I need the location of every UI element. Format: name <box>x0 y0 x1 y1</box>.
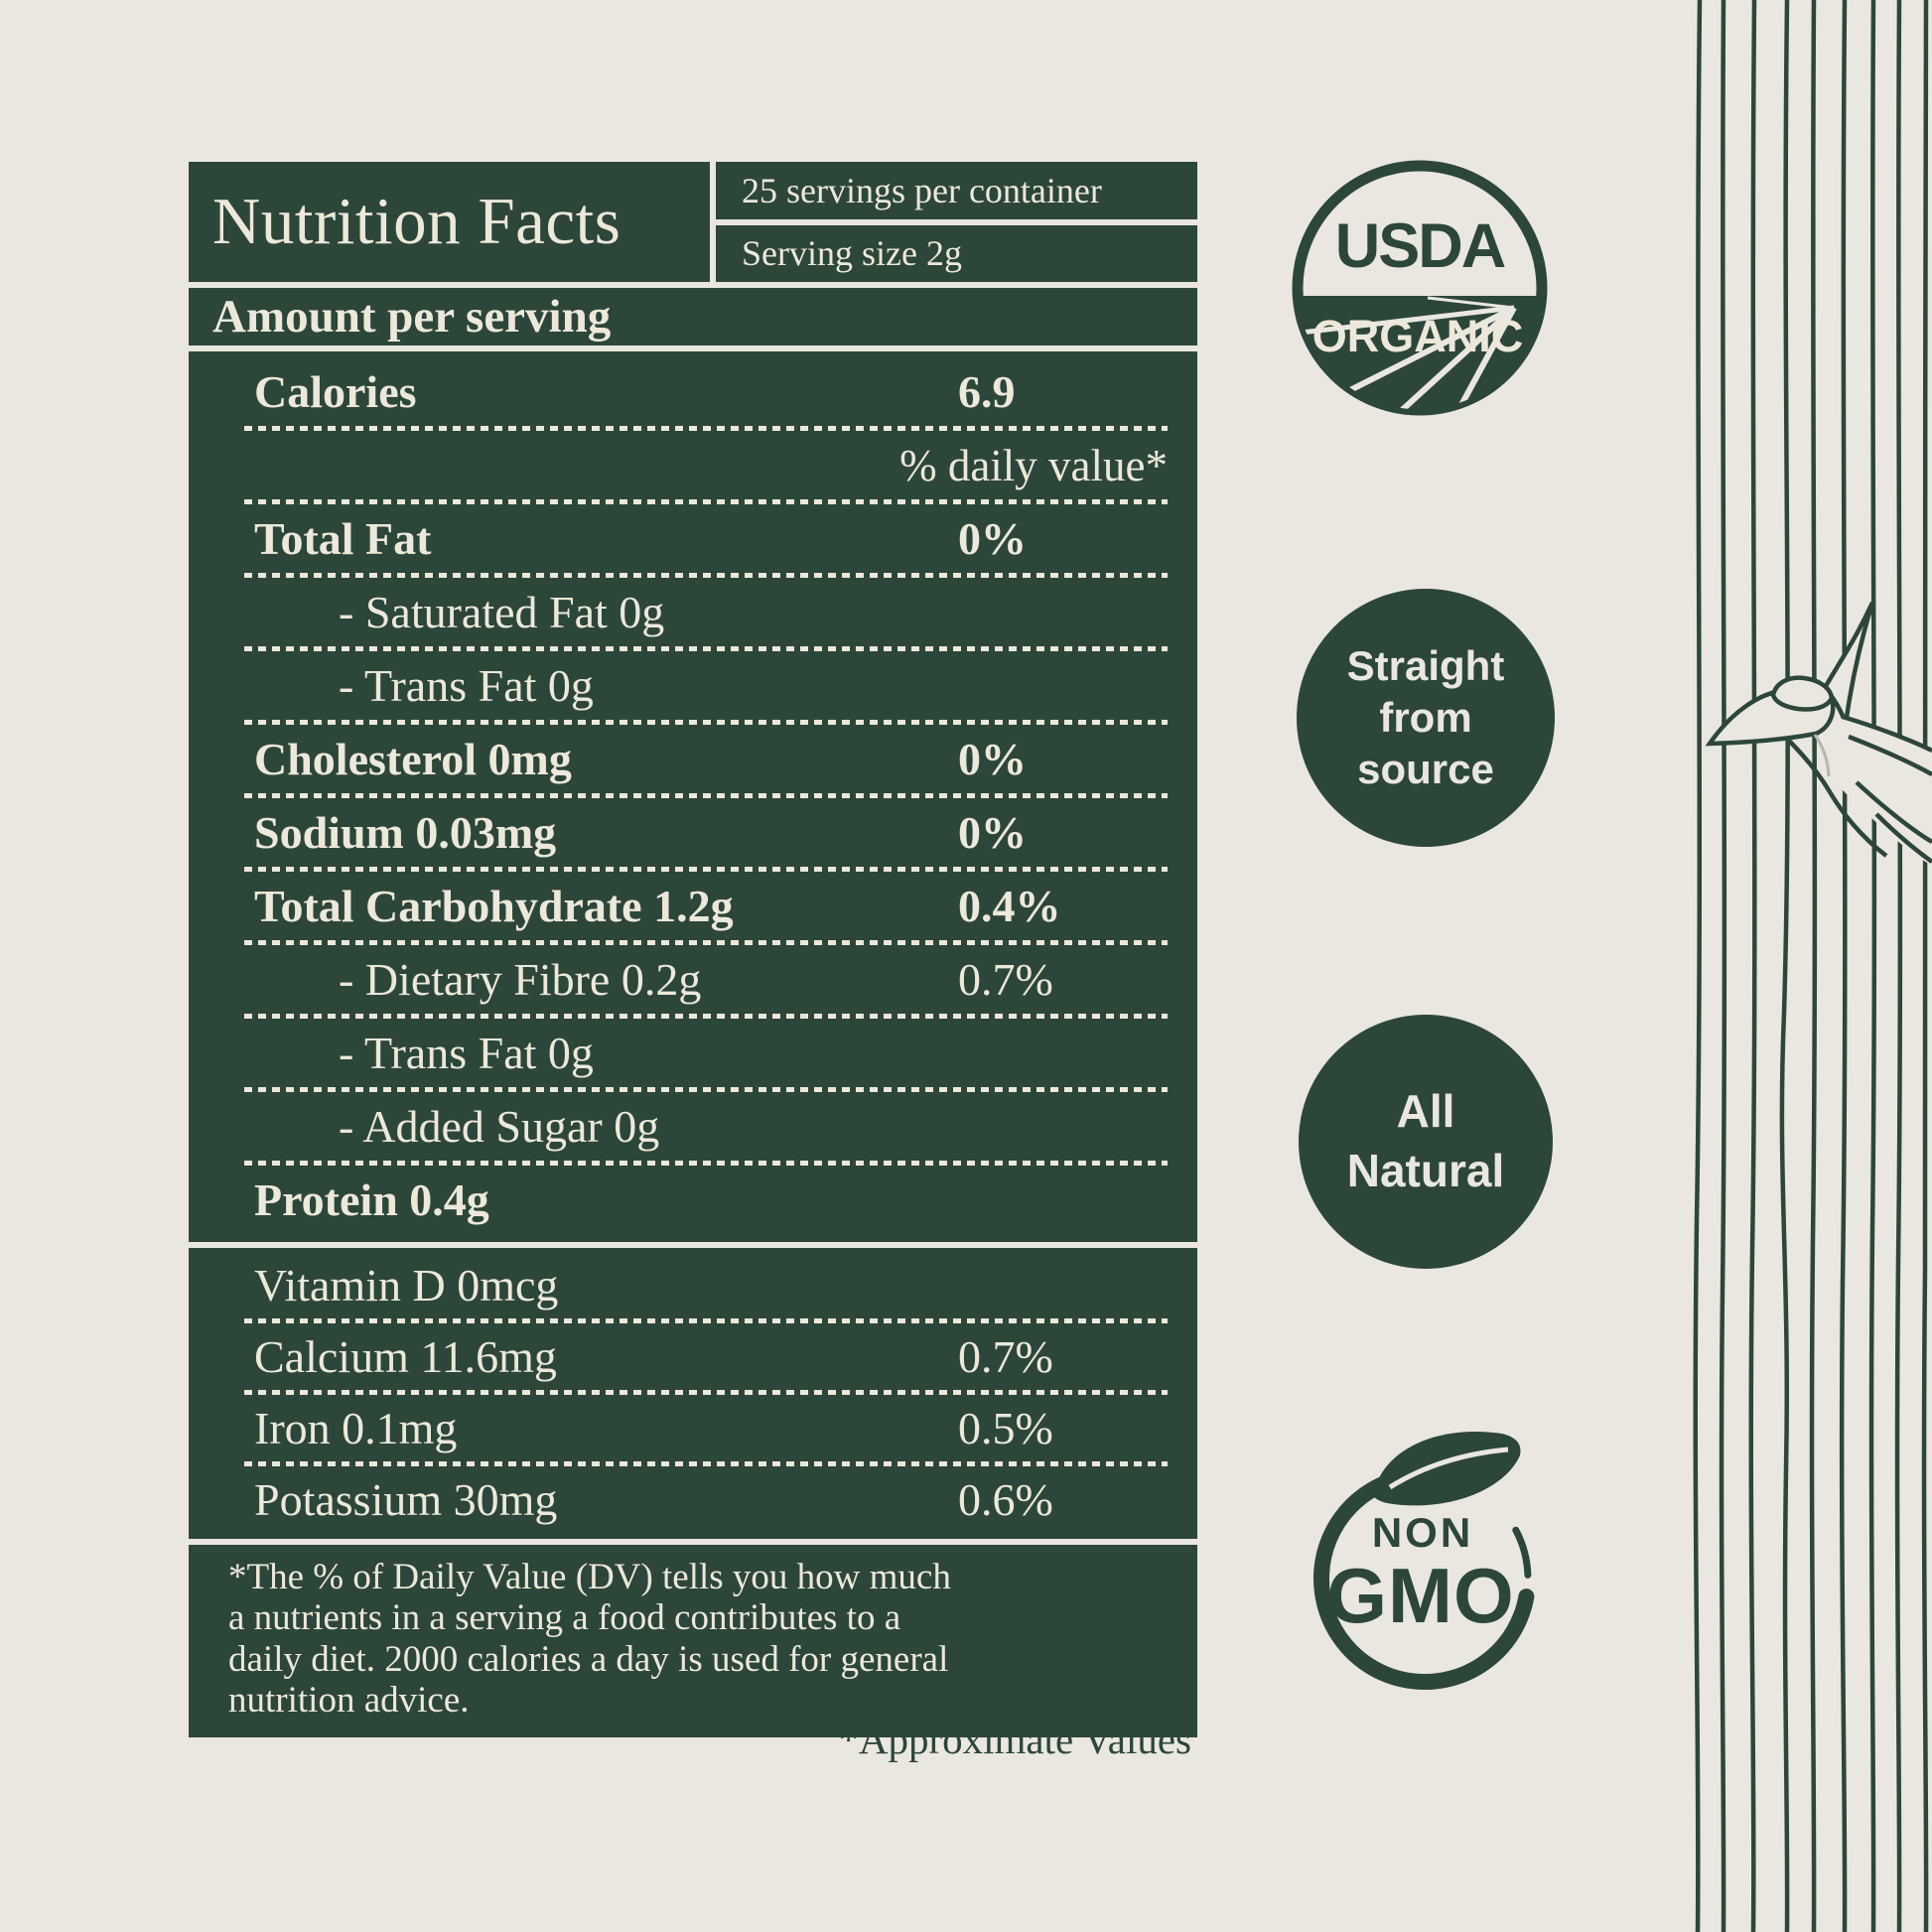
nutrient-row: - Trans Fat 0g <box>339 660 594 711</box>
nutrition-facts-panel <box>189 162 1197 1737</box>
vitamin-row: Iron 0.1mg 0.5% <box>254 1403 1053 1453</box>
nutrient-row: Cholesterol 0mg 0% <box>254 734 1027 784</box>
nutrient-row: Total Fat 0% <box>254 513 1027 564</box>
vitamins-section <box>189 1248 1197 1539</box>
daily-value-header: % daily value* <box>899 440 1168 490</box>
usda-organic-badge <box>1291 159 1549 417</box>
nutrient-row: Total Carbohydrate 1.2g 0.4% <box>254 881 1061 931</box>
serving-size: Serving size 2g <box>716 225 1197 283</box>
amount-per-serving-band: Amount per serving <box>189 288 1197 345</box>
usda-text: USDA <box>1334 211 1505 281</box>
nutrient-row: - Saturated Fat 0g <box>339 587 665 637</box>
non-gmo-badge <box>1296 1418 1554 1698</box>
straight-from-source-badge: Straight from source <box>1297 589 1555 847</box>
all-natural-badge: All Natural <box>1299 1015 1553 1269</box>
label-header <box>189 162 1197 282</box>
calories-value: 6.9 <box>958 366 1016 417</box>
calories-label: Calories <box>254 366 417 417</box>
leaf-icon <box>1373 1432 1520 1505</box>
footnote: *The % of Daily Value (DV) tells you how much a nutrients in a serving a food contributes to a daily diet. 2000 calories a day is used for general nutrition advice. <box>189 1545 1197 1737</box>
nutrient-row: - Added Sugar 0g <box>339 1101 660 1152</box>
gmo-text: GMO <box>1326 1552 1515 1639</box>
nutrient-row: - Trans Fat 0g <box>339 1028 594 1078</box>
nutrient-row: - Dietary Fibre 0.2g 0.7% <box>339 954 1053 1005</box>
vitamin-row: Vitamin D 0mcg <box>254 1260 559 1311</box>
vitamin-row: Calcium 11.6mg 0.7% <box>254 1331 1053 1382</box>
non-text: NON <box>1371 1509 1474 1556</box>
calories-row <box>244 357 1168 426</box>
nutrient-row: Sodium 0.03mg 0% <box>254 807 1027 858</box>
nutrients-section <box>189 351 1197 1242</box>
organic-text: ORGANIC <box>1311 311 1524 361</box>
page-title: Nutrition Facts <box>189 162 710 282</box>
nutrient-row: Protein 0.4g <box>254 1174 489 1225</box>
approximate-values-note: *Approximate Values <box>838 1717 1191 1762</box>
servings-per-container: 25 servings per container <box>716 162 1197 219</box>
vitamin-row: Potassium 30mg 0.6% <box>254 1474 1053 1525</box>
